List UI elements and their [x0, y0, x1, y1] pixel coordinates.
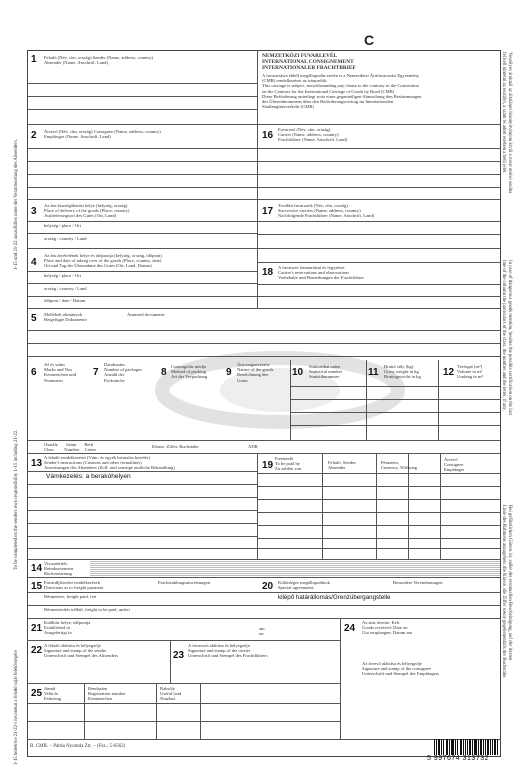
- box-5-label-en: Annexed documents: [127, 312, 165, 317]
- box-15-label-de: Frachtzahlungsanweisungen: [158, 580, 211, 585]
- rule-line: [27, 148, 257, 149]
- rule-line: [27, 109, 257, 110]
- col-8-number: 8: [161, 367, 167, 378]
- rule-line: [257, 187, 501, 188]
- box-20-number: 20: [262, 581, 274, 592]
- box-23-label: A fuvarozó aláírása és bélyegzője Signature and stamp of the carrier Unterschrift und Stempel des Frachtführers: [188, 643, 268, 659]
- footer-imprint: B. CMR. – Pátria Nyomda Zrt. – (Fsz.: 5-6562): [30, 744, 126, 749]
- box-21-label: Kiállítás helye, időpontja Established in Ausgefertigt in: [44, 620, 91, 636]
- rule-line: [27, 559, 501, 560]
- rule-line: [257, 284, 501, 285]
- barcode: [434, 739, 498, 755]
- rule-line: [257, 525, 501, 526]
- rule-line: [27, 248, 501, 249]
- box-15-freight-unpaid: Bérmentesítés nélkül, freight to be paid, unfrei: [44, 607, 130, 612]
- left-side-note-bottom: 1-15 beleértve 21-22-t rovatokat a feladó saját felelősségére: [14, 650, 19, 765]
- title-legal-text: A fuvarozásra ebből megállapodás esetén is a Nemzetközi Árufuvarozási Egyezmény (CMR) rendelkezései az irányadók. This carriage is subject, notwithstanding any clause to the contrary to the Convention on the Contract for the International Carriage of Goods by Road (CMR) Diese Beförderung unterliegt trotz einer gegenteiligen Abmachung den Bestimmungen des Übereinkommens über den Beförderungsvertrag im Internationalen Straßengüterverkehr (CMR): [262, 73, 422, 110]
- rule-line: [27, 199, 501, 200]
- box-16-number: 16: [262, 130, 274, 141]
- rule-line: [257, 161, 501, 162]
- rule-line: [27, 124, 501, 125]
- box-17-label: További fuvarozók (Név, cím, ország) Successive carriers (Name, address, country) Nachfolgende Frachtführer (Name, Anschrift, Land): [278, 203, 375, 219]
- box-19-label: Fizetendő To be paid by Zu zahlen von: [275, 456, 302, 472]
- box-1-label: Feladó (Név, cím, ország) Sender (Name, address, country) Absender (Name, Anschrift, Land): [44, 55, 154, 66]
- box-4-country: ország / country / Land: [44, 286, 87, 291]
- box-20-border-crossing: kilépő határállomás/Grenzübergangstelle: [278, 594, 391, 601]
- rule-line: [257, 538, 501, 539]
- right-side-note-bottom2: Linie des Rahmens anzugeben: die Klasse, die Ziffer sowie gegebenenfalls der Buchstabe.: [501, 505, 506, 679]
- box-24-label: Az árut átvette: Kelt Goods received: Date on Gut empfangen: Datum am: [362, 620, 413, 636]
- col-11-label: Bruttó súly (kg) Gross weight in kg Bruttogewicht in kg: [384, 364, 421, 380]
- box-18-label: A fuvarozó fenntartásai és fegyzései Carrier's reservations and observations Vorbehalte und Bemerkungen der Frachtführer: [278, 265, 364, 281]
- box-3-label: Az áru kiszolgáltatási helye (helység, ország) Place of delivery of the goods (Place, country) Auslieferungsort des Gutes (Ort, Land): [44, 203, 130, 219]
- box-14-label: Visszatérítés Reimbursement Rückerstattung: [44, 561, 74, 577]
- rule-line: [27, 471, 257, 472]
- adr-class-number-letter: Osztály Szám Betű Class Number Letter: [44, 442, 97, 453]
- rule-line: [27, 271, 257, 272]
- rule-line: [27, 96, 257, 97]
- rule-line: [440, 453, 441, 559]
- col-6-label: Jel és szám Marks and Nos Kennzeichen und Nummern: [44, 362, 77, 383]
- box-19-number: 19: [262, 460, 274, 471]
- rule-line: [257, 221, 501, 222]
- rule-line: [290, 386, 501, 387]
- box-20-label: Különleges megállapodások Special agreements: [278, 580, 330, 591]
- rule-line: [27, 703, 340, 704]
- rule-line: [257, 486, 501, 487]
- title-line-1: NEMZETKÖZI FUVARLEVÉL: [262, 53, 338, 59]
- rule-line: [27, 221, 257, 222]
- box-13-number: 13: [31, 458, 43, 469]
- col-10-number: 10: [292, 367, 304, 378]
- box-3-number: 3: [31, 206, 37, 217]
- col-12-number: 12: [443, 367, 455, 378]
- rule-line: [322, 453, 323, 559]
- box-15-number: 15: [31, 581, 43, 592]
- rule-line: [376, 453, 377, 559]
- rule-line: [27, 739, 501, 740]
- box-25-registration: Rendszám Registration number Kennzeichen: [88, 686, 126, 702]
- rule-line: [290, 425, 501, 426]
- box-5-label: Mellékelt okmányok Beigefügte Dokumente: [44, 312, 87, 323]
- box-19-consignee: Átvevő Consignee Empfänger: [444, 457, 465, 473]
- box-19-currency: Pénznem, Currency, Währung: [381, 460, 418, 471]
- box-24-number: 24: [344, 623, 356, 634]
- rule-line: [200, 683, 201, 739]
- rule-line: [27, 161, 257, 162]
- box-20-label-de: Besondere Vereinbarungen: [393, 580, 443, 585]
- box-25-load: Raksúly Useful load Nutzlast: [160, 686, 182, 702]
- col-10-label: Statisztikai szám Statistical number Statistiknummer: [309, 364, 343, 380]
- rule-line: [257, 473, 501, 474]
- rule-line: [257, 262, 501, 263]
- right-side-note-top: Veszélyes áruknál az általános bizonyítványon kívül a rovat utolsó sorába: [507, 52, 512, 194]
- rule-line: [27, 233, 257, 234]
- rule-line: [27, 296, 257, 297]
- rule-line: [27, 497, 257, 498]
- box-16-label: Fuvarozó (Név, cím, ország) Carrier (Name, address, country) Frachtführer (Name, Anschrift, Land): [278, 127, 348, 143]
- rule-line: [27, 453, 501, 454]
- rule-line: [27, 308, 501, 309]
- rule-line: [84, 683, 85, 739]
- rule-line: [27, 548, 257, 549]
- col-6-number: 6: [31, 367, 37, 378]
- rule-line: [27, 536, 257, 537]
- rule-line: [257, 548, 501, 549]
- box-17-number: 17: [262, 206, 274, 217]
- rule-line: [257, 499, 501, 500]
- rule-line: [27, 343, 501, 344]
- rule-line: [340, 618, 341, 739]
- left-side-note-mid: To be completed on the senders own responsibility 1-15 including 21-22.: [14, 429, 19, 570]
- col-7-number: 7: [93, 367, 99, 378]
- right-side-note-top2: fel kell tüntetni az osztályt, a szám és adott esetben a betű jelét.: [501, 52, 506, 174]
- rule-line: [27, 83, 257, 84]
- rule-line: [438, 360, 439, 440]
- rule-line: [257, 234, 501, 235]
- rule-line: [257, 453, 258, 559]
- box-21-number: 21: [31, 623, 43, 634]
- rule-line: [290, 360, 291, 440]
- rule-line: [27, 484, 257, 485]
- title-line-2: INTERNATIONAL CONSIGNEMENT: [262, 59, 354, 65]
- box-4-place: helység / place / Ort: [44, 273, 81, 278]
- rule-line: [27, 618, 501, 619]
- col-8-label: Csomagolás módja Method of packing Art der Verpackung: [171, 364, 208, 380]
- rule-line: [27, 356, 501, 357]
- box-21-on: am on: [259, 626, 265, 637]
- col-9-label: Áru megnevezése Nature of the goods Bezeichnung des Gutes: [237, 362, 274, 383]
- rule-line: [27, 605, 257, 606]
- rule-line: [257, 296, 501, 297]
- rule-line: [27, 440, 501, 441]
- rule-line: [156, 683, 157, 739]
- left-side-note-top: 1-15 und 21-22 auszufüllen unter der Verantwortung des Absenders.: [14, 139, 19, 270]
- title-line-3: INTERNATIONALER FRACHTBRIEF: [262, 65, 356, 71]
- rule-line: [27, 577, 501, 578]
- right-side-note-mid2: line of the column the particulars of the class, the number and the letter, if any.: [501, 260, 506, 411]
- rule-line: [27, 592, 257, 593]
- box-4-label: Az áru átvételének helye és időpontja (helység, ország, időpont) Place and date of taking over of the goods (Place, country, date) Ort und Tag der Übernahme des Gutes (Ort, Land, Datum): [44, 253, 162, 269]
- rule-line: [27, 523, 257, 524]
- box-14-number: 14: [31, 563, 43, 574]
- col-12-label: Térfogat (m³) Volume in m³ Umfang in m³: [457, 364, 483, 380]
- box-4-date: időpont / date / Datum: [44, 298, 86, 303]
- rule-line: [366, 360, 367, 440]
- rule-line: [257, 512, 501, 513]
- box-22-number: 22: [31, 645, 43, 656]
- box-25-vehicle: Jármű Vehicle Fahrzeug: [44, 686, 62, 702]
- col-7-label: Darabszám Number of packages Anzahl der Packstücke: [104, 362, 143, 383]
- box-3-place: helység / place / Ort: [44, 223, 81, 228]
- box-25-number: 25: [31, 688, 43, 699]
- box-2-number: 2: [31, 130, 37, 141]
- rule-line: [257, 50, 258, 308]
- rule-line: [27, 721, 340, 722]
- box-15-freight-paid: Bérmentve, freight paid, frei: [44, 594, 97, 599]
- rule-line: [27, 174, 257, 175]
- box-19-sender: Feladó, Sender, Absender: [328, 460, 357, 471]
- rule-line: [257, 605, 501, 606]
- rule-line: [27, 683, 340, 684]
- rule-line: [27, 330, 501, 331]
- rule-line: [27, 187, 257, 188]
- col-11-number: 11: [368, 367, 379, 378]
- rule-line: [257, 148, 501, 149]
- box-4-number: 4: [31, 257, 37, 268]
- box-13-label: A feladó rendelkezései (Vám- és egyéb hivatalos kezelés) Sender's instructions (Customs and other formalities) Anweisungen des Absenders (Zoll- und sonstige amtliche Behandlung): [44, 455, 175, 471]
- box-24-signature-label: Az átvevő aláírása és bélyegzője Signature and stamp of the consignee Unterschrift und Stempel des Empfängers: [362, 661, 440, 677]
- watermark-logo: [150, 350, 410, 430]
- rule-line: [27, 640, 340, 641]
- adr-class-de: Klasse, Ziffer, Buchstabe: [152, 444, 199, 449]
- rule-line: [27, 510, 257, 511]
- rule-line: [257, 592, 501, 593]
- box-14-hatch: [90, 561, 500, 576]
- rule-line: [257, 174, 501, 175]
- rule-line: [290, 399, 501, 400]
- right-side-note-mid: In case of dangerous goods mention, besides the possible certification on the last: [507, 260, 512, 415]
- rule-line: [170, 640, 171, 683]
- rule-line: [27, 283, 257, 284]
- col-9-number: 9: [226, 367, 232, 378]
- box-23-number: 23: [173, 650, 185, 661]
- rule-line: [290, 412, 501, 413]
- right-side-note-bottom: Bei gefährlichen Gütern ist, außer der eventuellen Bescheinigung, auf der letzten: [507, 505, 512, 661]
- box-5-number: 5: [31, 313, 37, 324]
- form-letter: C: [364, 32, 375, 48]
- box-1-number: 1: [31, 54, 37, 65]
- adr-label: ADR: [248, 444, 258, 449]
- box-3-country: ország / country / Land: [44, 236, 87, 241]
- box-15-label: Fuvardíjfizetési rendelkezések Directions as to freight payment: [44, 580, 104, 591]
- box-22-label: A feladó aláírása és bélyegzője Signature and stamp of the sender Unterschrift und Stempel des Absenders: [44, 643, 118, 659]
- box-13-instruction: Vámkezelés: a berakóhelyen: [46, 473, 131, 480]
- box-18-number: 18: [262, 267, 274, 278]
- box-2-label: Átvevő (Név, cím, ország) Consignee (Name, address, country) Empfänger (Name, Anschrift, Land): [44, 129, 161, 140]
- barcode-number: 5 997674 313732: [427, 755, 489, 762]
